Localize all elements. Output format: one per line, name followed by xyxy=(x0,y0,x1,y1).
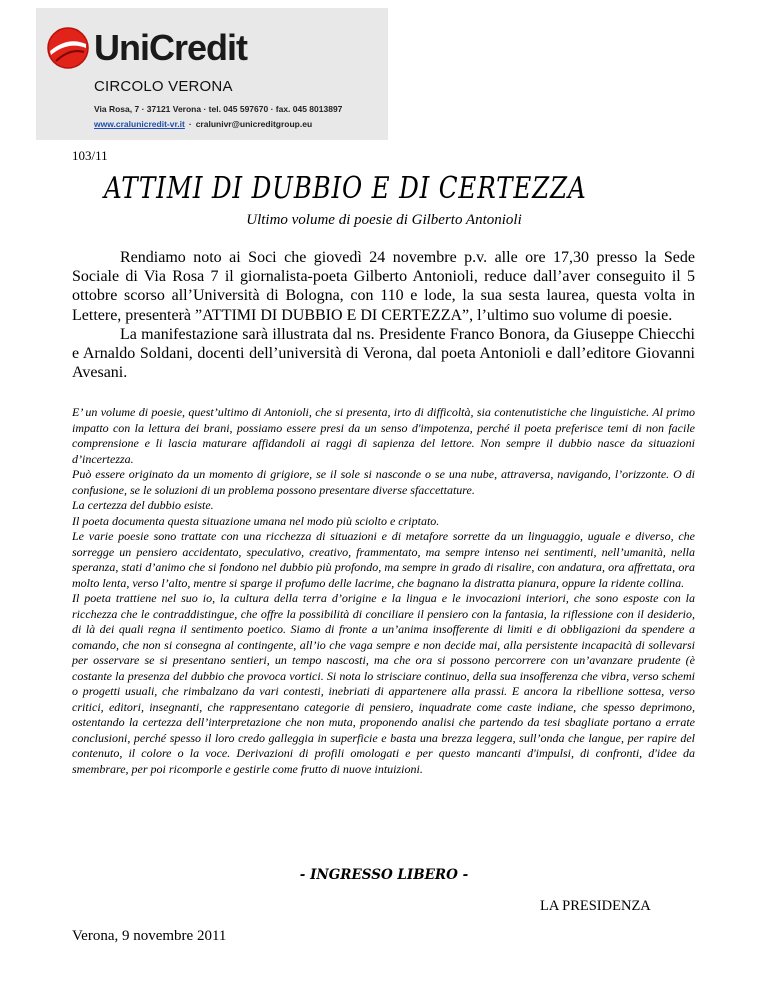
address-line: Via Rosa, 7 · 37121 Verona · tel. 045 597670 · fax. 045 8013897 xyxy=(94,104,343,114)
review-paragraph: Il poeta documenta questa situazione umana nel modo più sciolto e criptato. xyxy=(72,513,440,528)
page-title: ATTIMI DI DUBBIO E DI CERTEZZA xyxy=(104,171,587,206)
body-paragraph: La manifestazione sarà illustrata dal ns. Presidente Franco Bonora, da Giuseppe Chiecchi e Arnaldo Soldani, docenti dell’università di Verona, dal poeta Antonioli e dall’editore Giovanni Avesani. xyxy=(72,325,695,382)
logo-text: UniCredit xyxy=(94,27,247,68)
unicredit-emblem-icon xyxy=(46,26,90,70)
announcement-body xyxy=(72,248,695,382)
website-link[interactable]: www.cralunicredit-vr.it xyxy=(94,119,185,129)
review-paragraph: La certezza del dubbio esiste. xyxy=(72,498,214,512)
contact-separator: · xyxy=(188,119,192,129)
signature: LA PRESIDENZA xyxy=(540,898,651,914)
place-date: Verona, 9 novembre 2011 xyxy=(72,928,227,944)
book-review xyxy=(72,405,695,777)
letterhead xyxy=(36,8,388,140)
body-paragraph: Rendiamo noto ai Soci che giovedì 24 novembre p.v. alle ore 17,30 presso la Sede Sociale di Via Rosa 7 il giornalista-poeta Gilberto Antonioli, reduce dall’aver conseguito il 5 ottobre scorso all’Università di Bologna, con 110 e lode, la sua sesta laurea, questa volta in Lettere, presenterà ”ATTIMI DI DUBBIO E DI CERTEZZA”, l’ultimo suo volume di poesie. xyxy=(72,249,695,324)
unicredit-logo xyxy=(46,26,247,70)
review-paragraph: Le varie poesie sono trattate con una ricchezza di situazioni e di metafore sorrette da un linguaggio, uguale e diverso, che sorregge un pensiero accidentato, speculativo, creativo, frammentato, ma sempre intenso nei sentimenti, nell’umanità, nella speranza, stati d’animo che si fondono nel dubbio più profondo, ma sempre in grado di risalire, con andatura, ora affrettata, ora molto lenta, verso l’alto, mentre si sparge il profumo delle lacrime, che bagnano la distratta pianura, oppure la ridente collina. xyxy=(72,529,695,590)
free-entry-notice: - INGRESSO LIBERO - xyxy=(299,867,469,883)
circolo-name: CIRCOLO VERONA xyxy=(94,78,233,95)
review-paragraph: E’ un volume di poesie, quest’ultimo di Antonioli, che si presenta, irto di difficoltà, sia contenutistiche che linguistiche. Al primo impatto con la lettura dei brani, possiamo essere presi da un senso d'impotenza, perché il poeta preferisce temi di non facile comprensione e li lascia maturare affidandoli ai raggi di sapienza del lettore. Non sempre il dubbio nasce da situazioni d’incertezza. xyxy=(72,405,695,466)
contact-line xyxy=(94,119,312,129)
protocol-number: 103/11 xyxy=(72,148,108,163)
review-paragraph: Può essere originato da un momento di grigiore, se il sole si nasconde o se una nube, attraversa, navigando, l’orizzonte. O di confusione, se le soluzioni di un problema possono presentare diverse sfaccettature. xyxy=(72,467,695,497)
page-subtitle: Ultimo volume di poesie di Gilberto Antonioli xyxy=(246,212,522,228)
review-paragraph: Il poeta trattiene nel suo io, la cultura della terra d’origine e la lingua e le invocazioni interiori, che sono esposte con la ricchezza che le contraddistingue, che offre la possibilità di conciliare il pensiero con la fantasia, la riflessione con il desiderio, di là dei quali regna il sentimento poetico. Siamo di fronte a un’anima insofferente di limiti e di obbligazioni da spendere a comando, che non si consegna al contingente, all’io che vaga sempre e non decide mai, alla persistente incapacità di sollevarsi per osservare se si presentano sentieri, un tempo nascosti, ma che ora si possono percorrere con un’avanzare prudente (è costante la presenza del dubbio che provoca vortici. Si nota lo strisciare continuo, della sua insofferenza che vibra, verso schemi o progetti usuali, che rimbalzano da vari contesti, inebriati di appartenere alla prassi. E ancora la ribellione sottesa, verso critici, editori, insegnanti, che rappresentano categorie di pensiero, inquadrate come caste indiane, che spesso deprimono, ostentando la certezza dell’interpretazione che non muta, proponendo analisi che partendo da tesi sbagliate portano a errate conclusioni, perché spesso il loro credo galleggia in superficie e basta una brezza leggera, sull’onda che langue, per rapire del contenuto, il colore o la voce. Derivazioni di profili omologati e per questo mancanti d'impulsi, di confronti, d'idee da smembrare, per poi ricomporle e gestirle come frutto di nuove intuizioni. xyxy=(72,591,695,776)
email-address: cralunivr@unicreditgroup.eu xyxy=(195,119,313,129)
